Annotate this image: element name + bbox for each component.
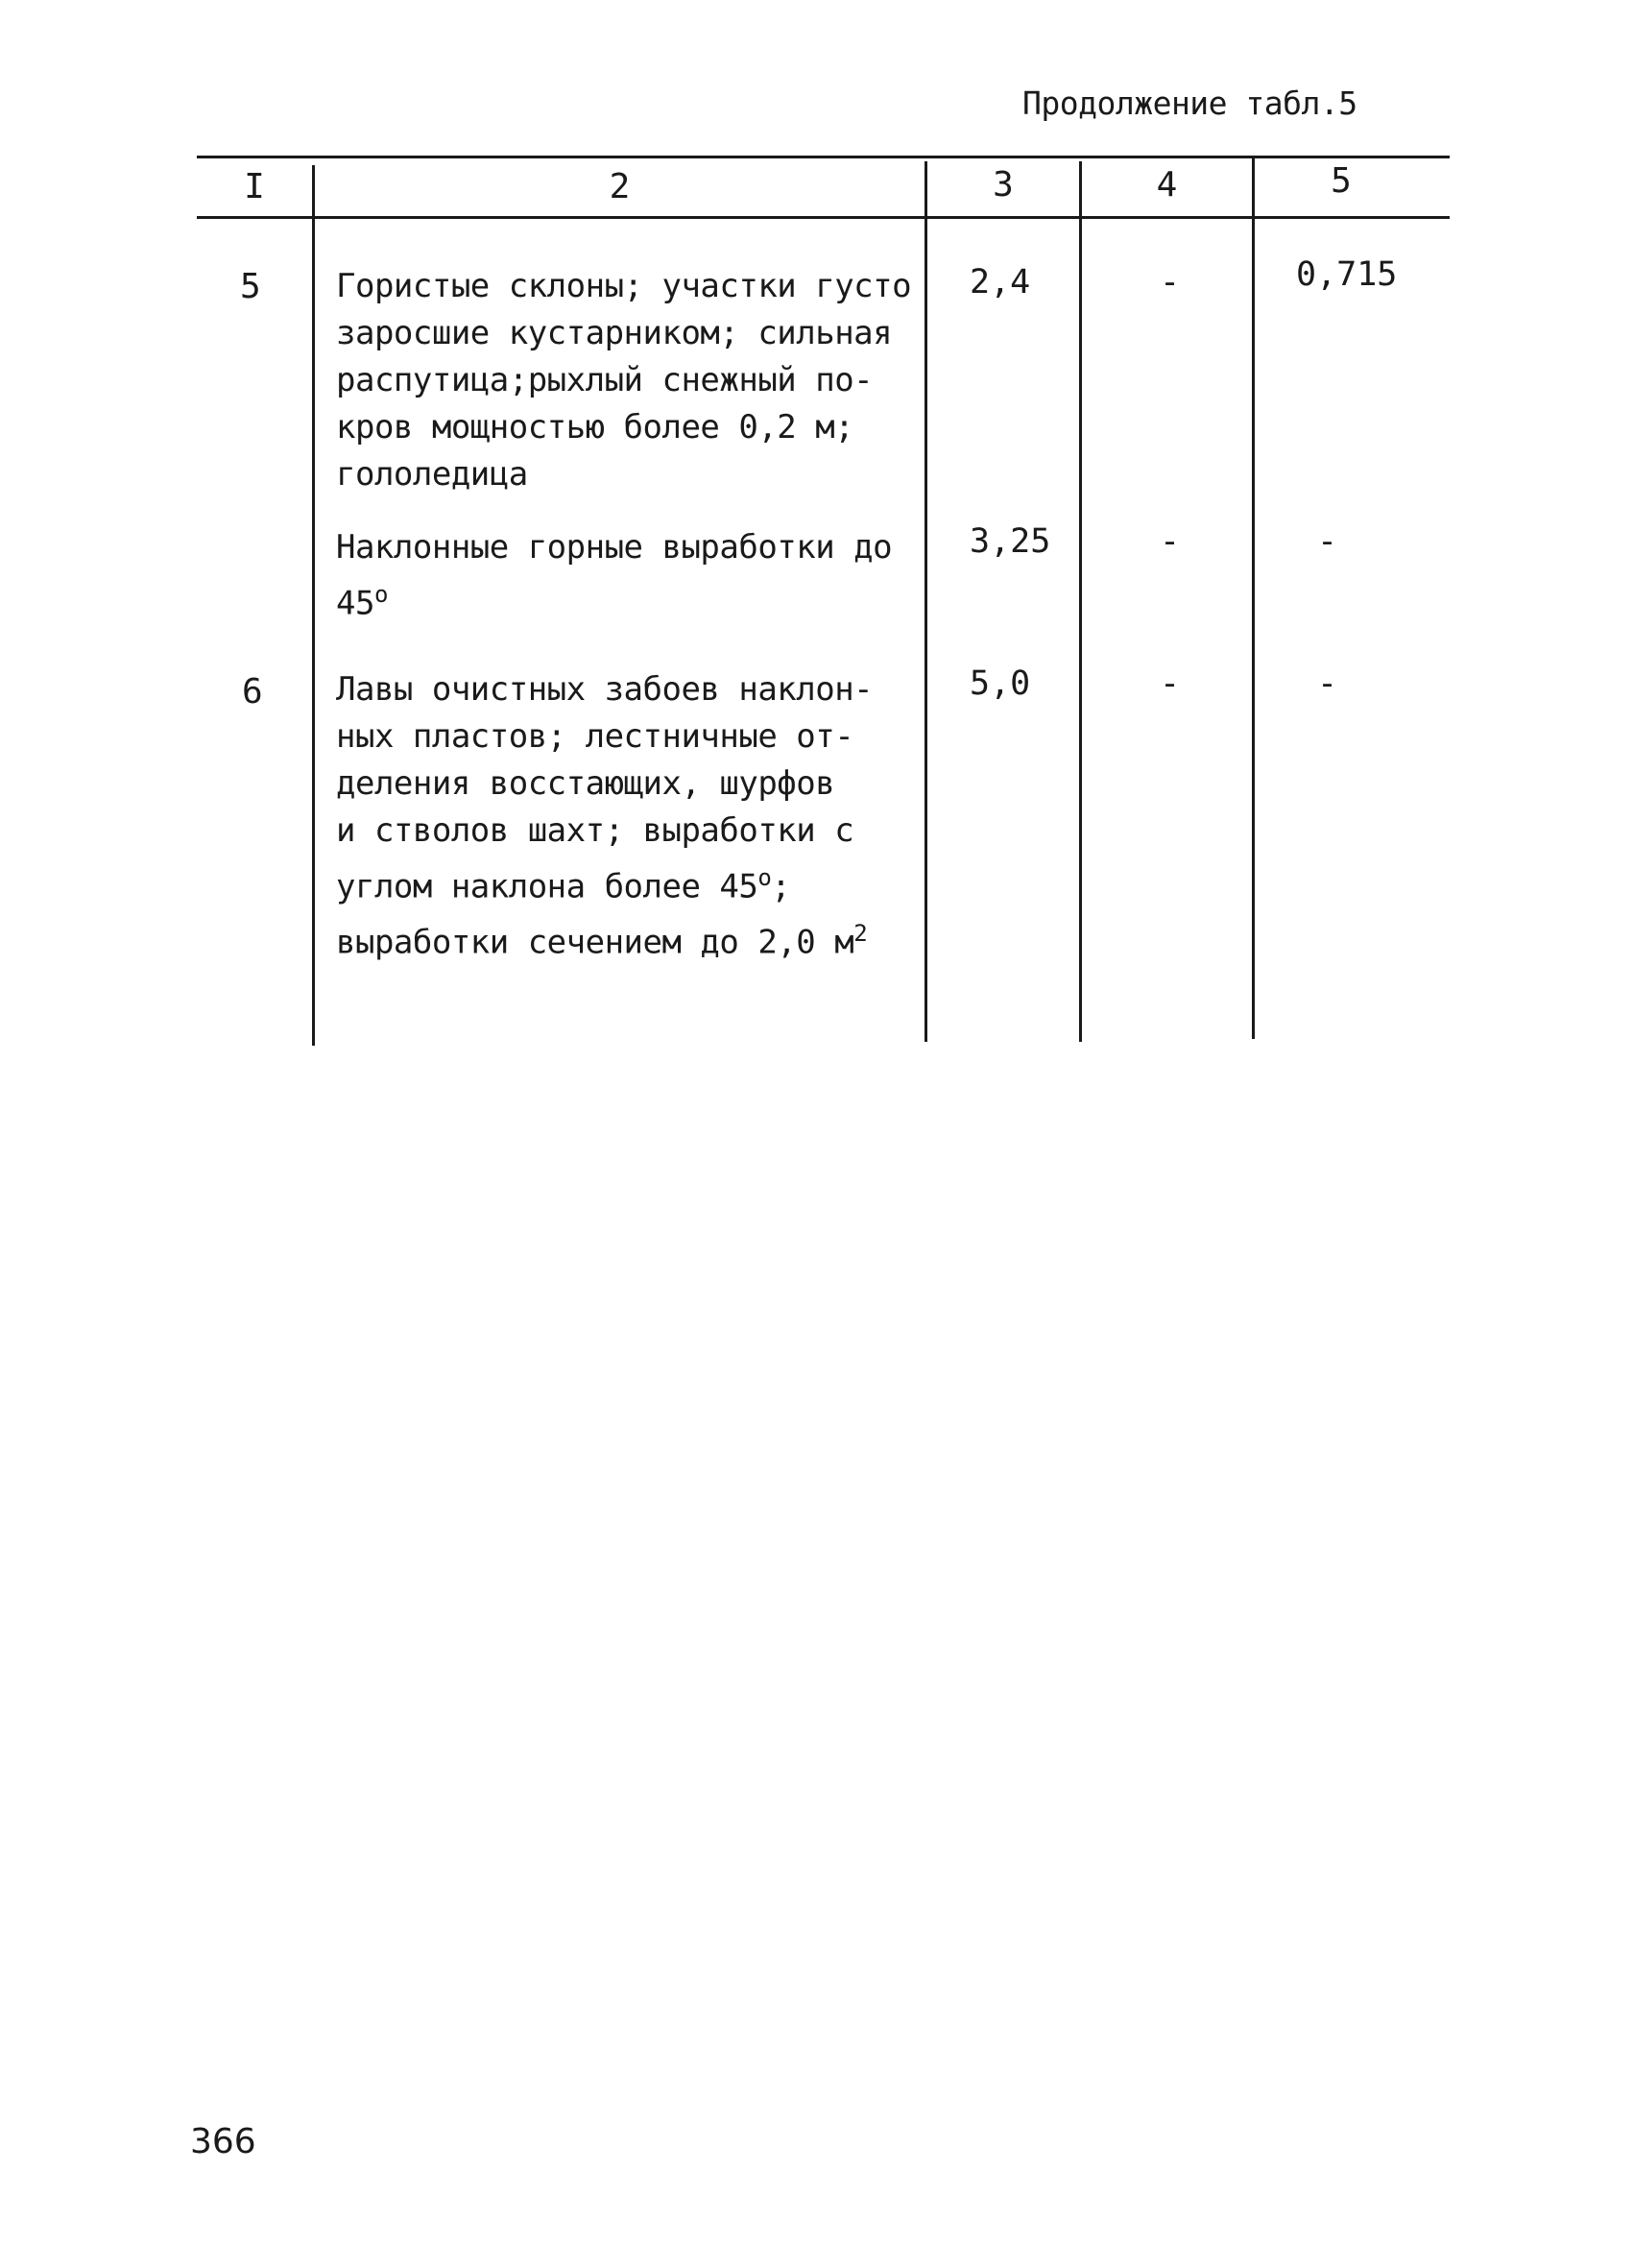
column-divider-3 (1079, 161, 1082, 1042)
table-caption: Продолжение табл.5 (1022, 84, 1357, 122)
column-header-3: 3 (993, 165, 1014, 205)
value-col-5: - (1317, 522, 1338, 561)
column-divider-2 (925, 161, 927, 1042)
row-description (336, 666, 922, 967)
description-line: Гористые склоны; участки густо (336, 267, 912, 305)
description-line: деления восстающих, шурфов (336, 764, 835, 803)
value-col-4: - (1160, 664, 1181, 703)
description-line: $45^о$ (336, 581, 388, 623)
page-number: 366 (190, 2122, 256, 2161)
column-header-4: 4 (1156, 165, 1178, 205)
column-header-5: 5 (1331, 161, 1352, 201)
square-superscript: 2 (853, 920, 868, 948)
row-description (336, 524, 922, 627)
description-line: и стволов шахт; выработки с (336, 811, 854, 850)
table-top-rule (197, 156, 1450, 158)
description-line: углом наклона более $45^о$; (336, 864, 791, 906)
description-line: распутица;рыхлый снежный по- (336, 361, 874, 399)
row-description (336, 263, 922, 498)
description-line: заросшие кустарником; сильная (336, 314, 893, 352)
description-line: выработки сечением до 2,0 $м^2$ (336, 920, 868, 962)
value-col-4: - (1160, 522, 1181, 561)
description-line: Лавы очистных забоев наклон- (336, 670, 874, 709)
description-line: кров мощностью более 0,2 м; (336, 408, 854, 446)
column-header-1: I (244, 167, 265, 206)
description-line: ных пластов; лестничные от- (336, 717, 854, 756)
degree-superscript: о (757, 864, 772, 891)
row-number: 6 (242, 672, 263, 712)
description-line: Наклонные горные выработки до (336, 528, 893, 567)
value-col-3: 2,4 (970, 263, 1031, 302)
column-divider-1 (312, 165, 315, 1046)
column-header-2: 2 (609, 167, 631, 206)
degree-superscript: о (373, 581, 388, 608)
value-col-4: - (1160, 263, 1181, 302)
row-number: 5 (240, 267, 261, 306)
value-col-5: - (1317, 664, 1338, 703)
description-line: гололедица (336, 455, 528, 494)
value-col-5: 0,715 (1296, 255, 1398, 294)
table-header-rule (197, 216, 1450, 219)
value-col-3: 3,25 (970, 522, 1051, 561)
value-col-3: 5,0 (970, 664, 1031, 703)
column-divider-4 (1252, 158, 1255, 1039)
